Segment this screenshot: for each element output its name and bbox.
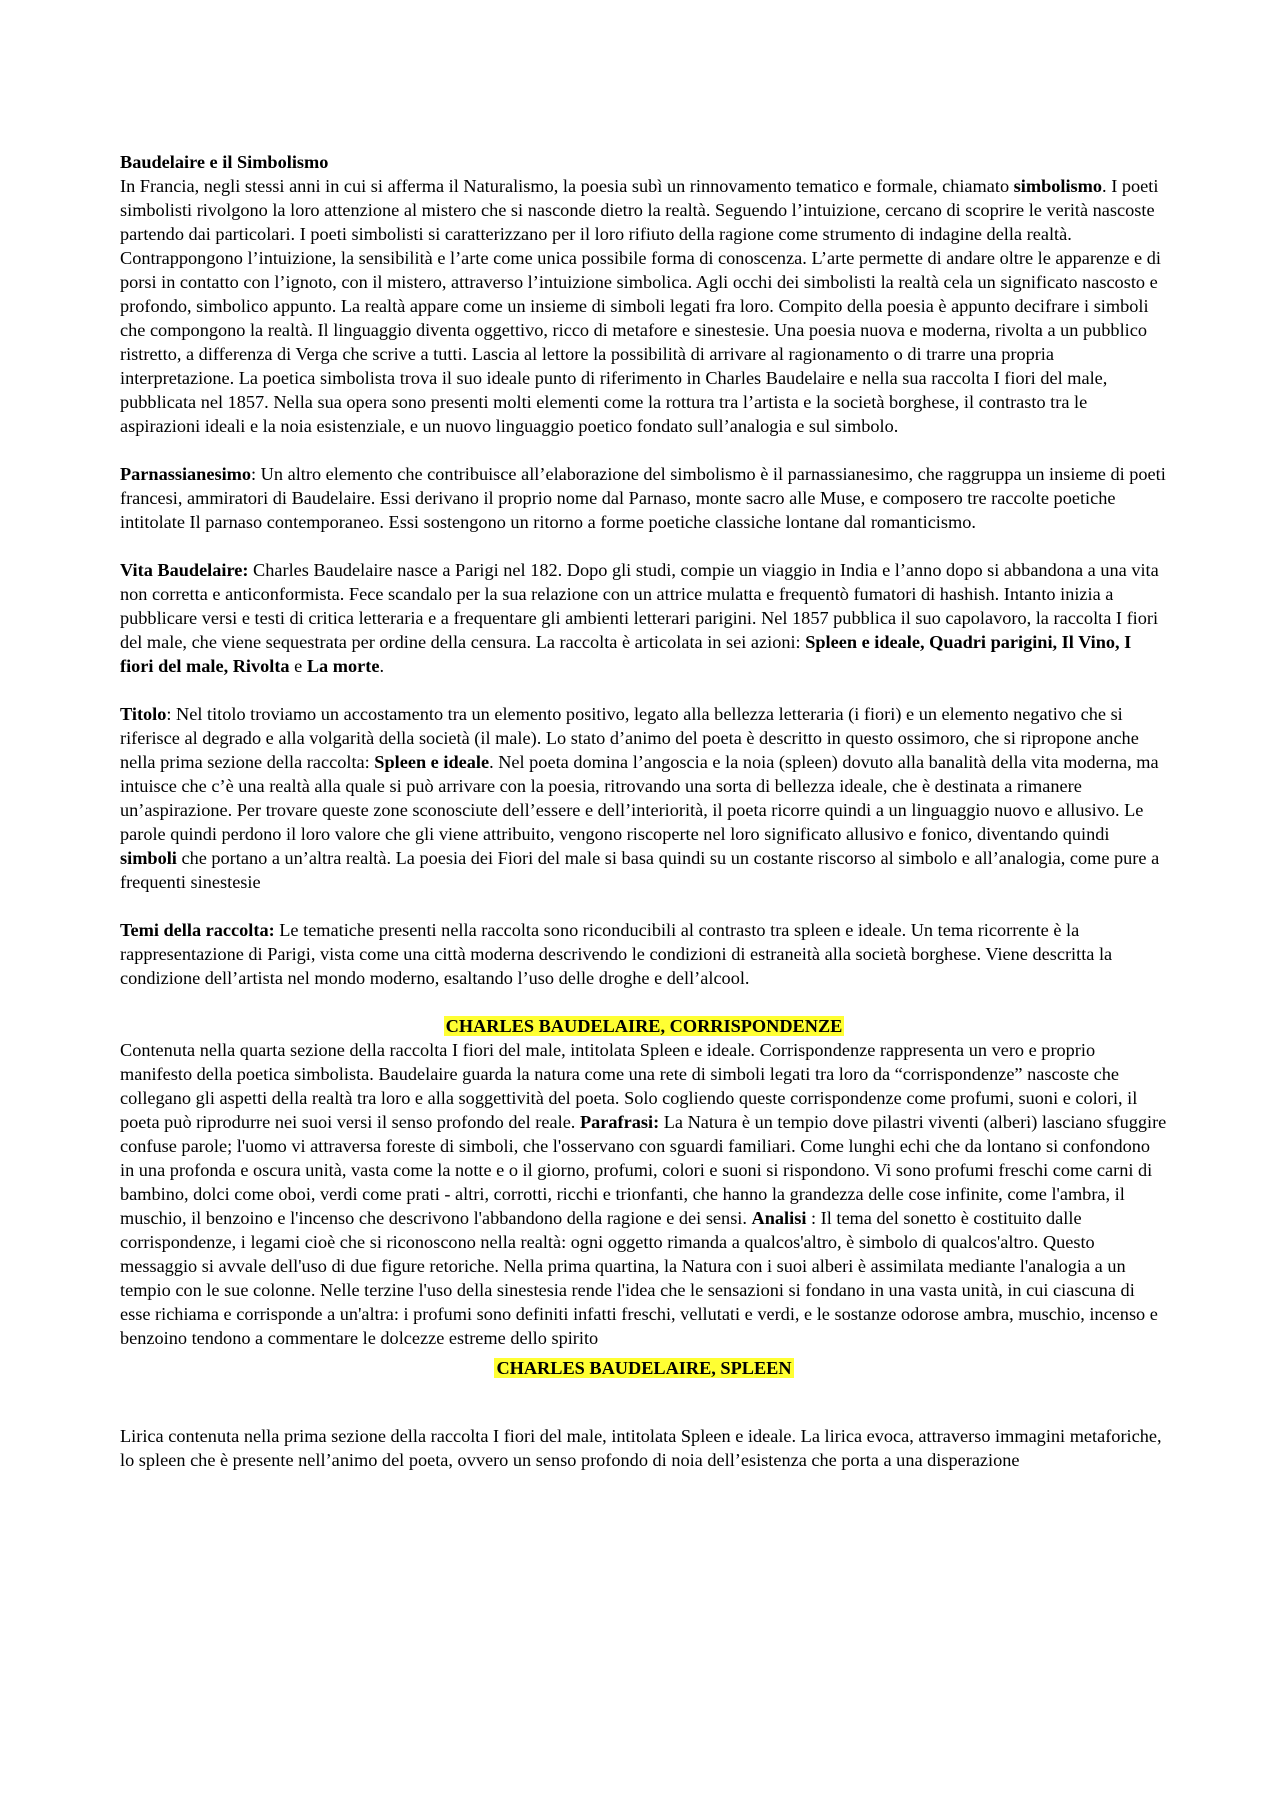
corrispondenze-paragraph: Contenuta nella quarta sezione della raccolta I fiori del male, intitolata Spleen e ideale. Corrispondenze rappresenta un vero e proprio manifesto della poetica simbolista. Baudelaire guarda la natura come una rete di simboli legati tra loro da “corrispondenze” nascoste che collegano gli aspetti della realtà tra loro e alla soggettività del poeta. Solo cogliendo queste corrispondenze come profumi, suoni e colori, il poeta può riprodurre nei suoi versi il senso profondo del reale. Parafrasi: La Natura è un tempio dove pilastri viventi (alberi) lasciano sfuggire confuse parole; l'uomo vi attraversa foreste di simboli, che l'osservano con sguardi familiari. Come lunghi echi che da lontano si confondono in una profonda e oscura unità, vasta come la notte e o il giorno, profumi, colori e suoni si rispondono. Vi sono profumi freschi come carni di bambino, dolci come oboi, verdi come prati - altri, corrotti, ricchi e trionfanti, che hanno la grandezza delle cose infinite, come l'ambra, il muschio, il benzoino e l'incenso che descrivono l'abbandono della ragione e dei sensi. Analisi : Il tema del sonetto è costituito dalle corrispondenze, i legami cioè che si riconoscono nella realtà: ogni oggetto rimanda a qualcos'altro, è simbolo di qualcos'altro. Questo messaggio si avvale dell'uso di due figure retoriche. Nella prima quartina, la Natura con i suoi alberi è assimilata mediante l'analogia a un tempio con le sue colonne. Nelle terzine l'uso della sinestesia rende l'idea che le sensazioni si fondano in una vasta unità, in cui ciascuna di esse richiama e corrisponde a un'altra: i profumi sono definiti infatti freschi, vellutati e verdi, e le sostanze odorose ambra, muschio, incenso e benzoino tendono a commentare le dolcezze estreme dello spirito (120, 1040, 1167, 1348)
parnassianesimo-paragraph: Parnassianesimo: Un altro elemento che contribuisce all’elaborazione del simbolismo è il parnassianesimo, che raggruppa un insieme di poeti francesi, ammiratori di Baudelaire. Essi derivano il proprio nome dal Parnaso, monte sacro alle Muse, e composero tre raccolte poetiche intitolate Il parnaso contemporaneo. Essi sostengono un ritorno a forme poetiche classiche lontane dal romanticismo. (120, 464, 1166, 532)
document-page (120, 150, 1168, 1472)
temi-paragraph: Temi della raccolta: Le tematiche presenti nella raccolta sono riconducibili al contrasto tra spleen e ideale. Un tema ricorrente è la rappresentazione di Parigi, vista come una città moderna descrivendo le condizioni di estraneità alla società borghese. Viene descritta la condizione dell’artista nel mondo moderno, esaltando l’uso delle droghe e dell’alcool. (120, 920, 1113, 988)
spleen-heading: CHARLES BAUDELAIRE, SPLEEN (496, 1358, 792, 1378)
vita-paragraph: Vita Baudelaire: Charles Baudelaire nasce a Parigi nel 182. Dopo gli studi, compie un viaggio in India e l’anno dopo si abbandona a una vita non corretta e anticonformista. Fece scandalo per la sua relazione con un attrice mulatta e frequentò fumatori di hashish. Intanto inizia a pubblicare versi e testi di critica letteraria e a frequentare gli ambienti letterari parigini. Nel 1857 pubblica il suo capolavoro, la raccolta I fiori del male, che viene sequestrata per ordine della censura. La raccolta è articolata in sei azioni: Spleen e ideale, Quadri parigini, Il Vino, I fiori del male, Rivolta e La morte. (120, 560, 1159, 676)
corrispondenze-heading: CHARLES BAUDELAIRE, CORRISPONDENZE (445, 1016, 843, 1036)
intro-paragraph: In Francia, negli stessi anni in cui si afferma il Naturalismo, la poesia subì un rinnovamento tematico e formale, chiamato simbolismo. I poeti simbolisti rivolgono la loro attenzione al mistero che si nasconde dietro la realtà. Seguendo l’intuizione, cercano di scoprire le verità nascoste partendo dai particolari. I poeti simbolisti si caratterizzano per il loro rifiuto della ragione come strumento di indagine della realtà. Contrappongono l’intuizione, la sensibilità e l’arte come unica possibile forma di conoscenza. L’arte permette di andare oltre le apparenze e di porsi in contatto con l’ignoto, con il mistero, attraverso l’intuizione simbolica. Agli occhi dei simbolisti la realtà cela un significato nascosto e profondo, simbolico appunto. La realtà appare come un insieme di simboli legati fra loro. Compito della poesia è appunto decifrare i simboli che compongono la realtà. Il linguaggio diventa oggettivo, ricco di metafore e sinestesie. Una poesia nuova e moderna, rivolta a un pubblico ristretto, a differenza di Verga che scrive a tutti. Lascia al lettore la possibilità di arrivare al ragionamento o di trarre una propria interpretazione. La poetica simbolista trova il suo ideale punto di riferimento in Charles Baudelaire e nella sua raccolta I fiori del male, pubblicata nel 1857. Nella sua opera sono presenti molti elementi come la rottura tra l’artista e la società borghese, il contrasto tra le aspirazioni ideali e la noia esistenziale, e un nuovo linguaggio poetico fondato sull’analogia e sul simbolo. (120, 176, 1161, 436)
titolo-paragraph: Titolo: Nel titolo troviamo un accostamento tra un elemento positivo, legato alla bellezza letteraria (i fiori) e un elemento negativo che si riferisce al degrado e alla volgarità della società (il male). Lo stato d’animo del poeta è descritto in questo ossimoro, che si ripropone anche nella prima sezione della raccolta: Spleen e ideale. Nel poeta domina l’angoscia e la noia (spleen) dovuto alla banalità della vita moderna, ma intuisce che c’è una realtà alla quale si può arrivare con la poesia, ritrovando una sorta di bellezza ideale, che è destinata a rimanere un’aspirazione. Per trovare queste zone sconosciute dell’essere e dell’interiorità, il poeta ricorre quindi a un linguaggio nuovo e allusivo. Le parole quindi perdono il loro valore che gli viene attribuito, vengono riscoperte nel loro significato allusivo e fonico, diventando quindi simboli che portano a un’altra realtà. La poesia dei Fiori del male si basa quindi su un costante riscorso al simbolo e all’analogia, come pure a frequenti sinestesie (120, 704, 1160, 892)
spleen-paragraph: Lirica contenuta nella prima sezione della raccolta I fiori del male, intitolata Spleen e ideale. La lirica evoca, attraverso immagini metaforiche, lo spleen che è presente nell’animo del poeta, ovvero un senso profondo di noia dell’esistenza che porta a una disperazione (120, 1426, 1162, 1470)
document-title: Baudelaire e il Simbolismo (120, 152, 329, 172)
